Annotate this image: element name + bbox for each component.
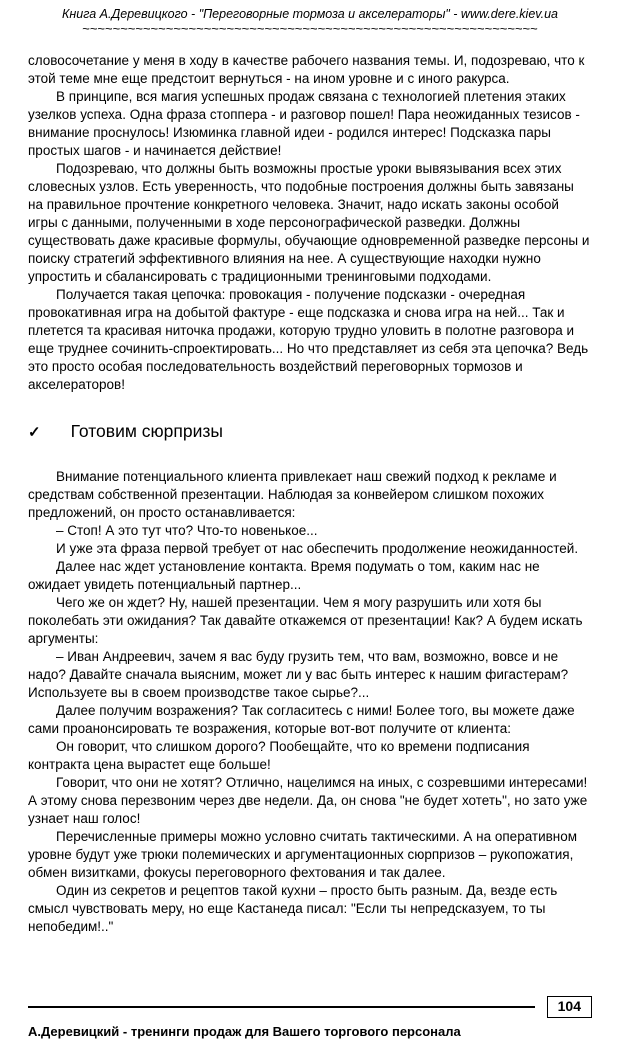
paragraph: И уже эта фраза первой требует от нас обеспечить продолжение неожиданностей.: [56, 541, 579, 556]
page-header: [28, 6, 592, 36]
footer-rule-row: [28, 996, 592, 1018]
page-footer: [28, 996, 592, 1044]
checkmark-icon: ✓: [28, 424, 41, 441]
paragraph: словосочетание у меня в ходу в качестве рабочего названия темы. И, подозреваю, что к этой теме мне еще предстоит вернуться - на ином уровне и с иного ракурса.: [28, 53, 585, 86]
page-number: 104: [547, 996, 592, 1018]
footer-rule: [28, 1006, 535, 1008]
header-tilde-divider: ~~~~~~~~~~~~~~~~~~~~~~~~~~~~~~~~~~~~~~~~~~~~~~~~~~~~~~~~~~~~: [82, 22, 538, 36]
paragraph: Подозреваю, что должны быть возможны простые уроки вывязывания всех этих словесных узлов. Есть уверенность, что подобные построения должны быть завязаны на правильное прочтение конкретного человека. Значит, надо искать законы особой игры с данными, полученными в ходе персонографической разведки. Должны существовать даже красивые формулы, обучающие одновременной разведке персоны и поиску стратегий эффективного влияния на нее. А существующие находки нужно упростить и сбалансировать с традиционными тренинговыми подходами.: [28, 161, 590, 284]
paragraph: Далее нас ждет установление контакта. Время подумать о том, каким нас не ожидает увидеть потенциальный партнер...: [28, 559, 540, 592]
paragraph: Чего же он ждет? Ну, нашей презентации. Чем я могу разрушить или хотя бы поколебать эти ожидания? Так давайте откажемся от презентации! Как? А будем искать аргументы:: [28, 595, 583, 646]
footer-text: А.Деревицкий - тренинги продаж для Вашего торгового персонала: [28, 1024, 461, 1039]
paragraph: Он говорит, что слишком дорого? Пообещайте, что ко времени подписания контракта цена вырастет еще больше!: [28, 739, 530, 772]
section-title: Готовим сюрпризы: [70, 421, 223, 441]
paragraph: Далее получим возражения? Так согласитесь с ними! Более того, вы можете даже сами проанонсировать те возражения, которые вот-вот получите от клиента:: [28, 703, 575, 736]
header-title: Книга А.Деревицкого - "Переговорные тормоза и акселераторы" - www.dere.kiev.ua: [62, 7, 558, 21]
paragraph: – Иван Андреевич, зачем я вас буду грузить тем, что вам, возможно, вовсе и не надо? Давайте сначала выясним, может ли у вас быть интерес к нашим фигастерам? Используете вы в своем производстве такое сырье?...: [28, 649, 569, 700]
paragraph: В принципе, вся магия успешных продаж связана с технологией плетения этаких узелков успеха. Одна фраза стоппера - и разговор пошел! Пара неожиданных тезисов - внимание проснулось! Изюминка главной идеи - родился интерес! Подсказка пары простых шагов - и начинается действие!: [28, 89, 580, 158]
paragraph: Перечисленные примеры можно условно считать тактическими. А на оперативном уровне будут уже трюки полемических и аргументационных сюрпризов – рукопожатия, обмен визитками, фокусы переговорного фехтования и так далее.: [28, 829, 578, 880]
paragraph: Внимание потенциального клиента привлекает наш свежий подход к рекламе и средствам собственной презентации. Наблюдая за конвейером слишком похожих предложений, он просто останавливается:: [28, 469, 557, 520]
paragraph: Получается такая цепочка: провокация - получение подсказки - очередная провокативная игра на добытой фактуре - еще подсказка и снова игра на ней... Так и плетется та красивая ниточка продажи, которую трудно уловить в полотне разговора и еще труднее сочинить-спроектировать... Но что представляет из себя эта цепочка? Ведь это просто особая последовательность воздействий переговорных тормозов и акселераторов!: [28, 287, 589, 392]
paragraph: – Стоп! А это тут что? Что-то новенькое...: [56, 523, 318, 538]
paragraph: Говорит, что они не хотят? Отлично, нацелимся на иных, с созревшими интересами! А этому снова перезвоним через две недели. Да, он снова "не будет хотеть", но зато уже узнает наш голос!: [28, 775, 588, 826]
page-body: [28, 36, 592, 996]
section-heading: [28, 420, 592, 444]
paragraph: Один из секретов и рецептов такой кухни – просто быть разным. Да, везде есть смысл чувствовать меру, но еще Кастанеда писал: "Если ты непредсказуем, то ты непобедим!..": [28, 883, 558, 934]
